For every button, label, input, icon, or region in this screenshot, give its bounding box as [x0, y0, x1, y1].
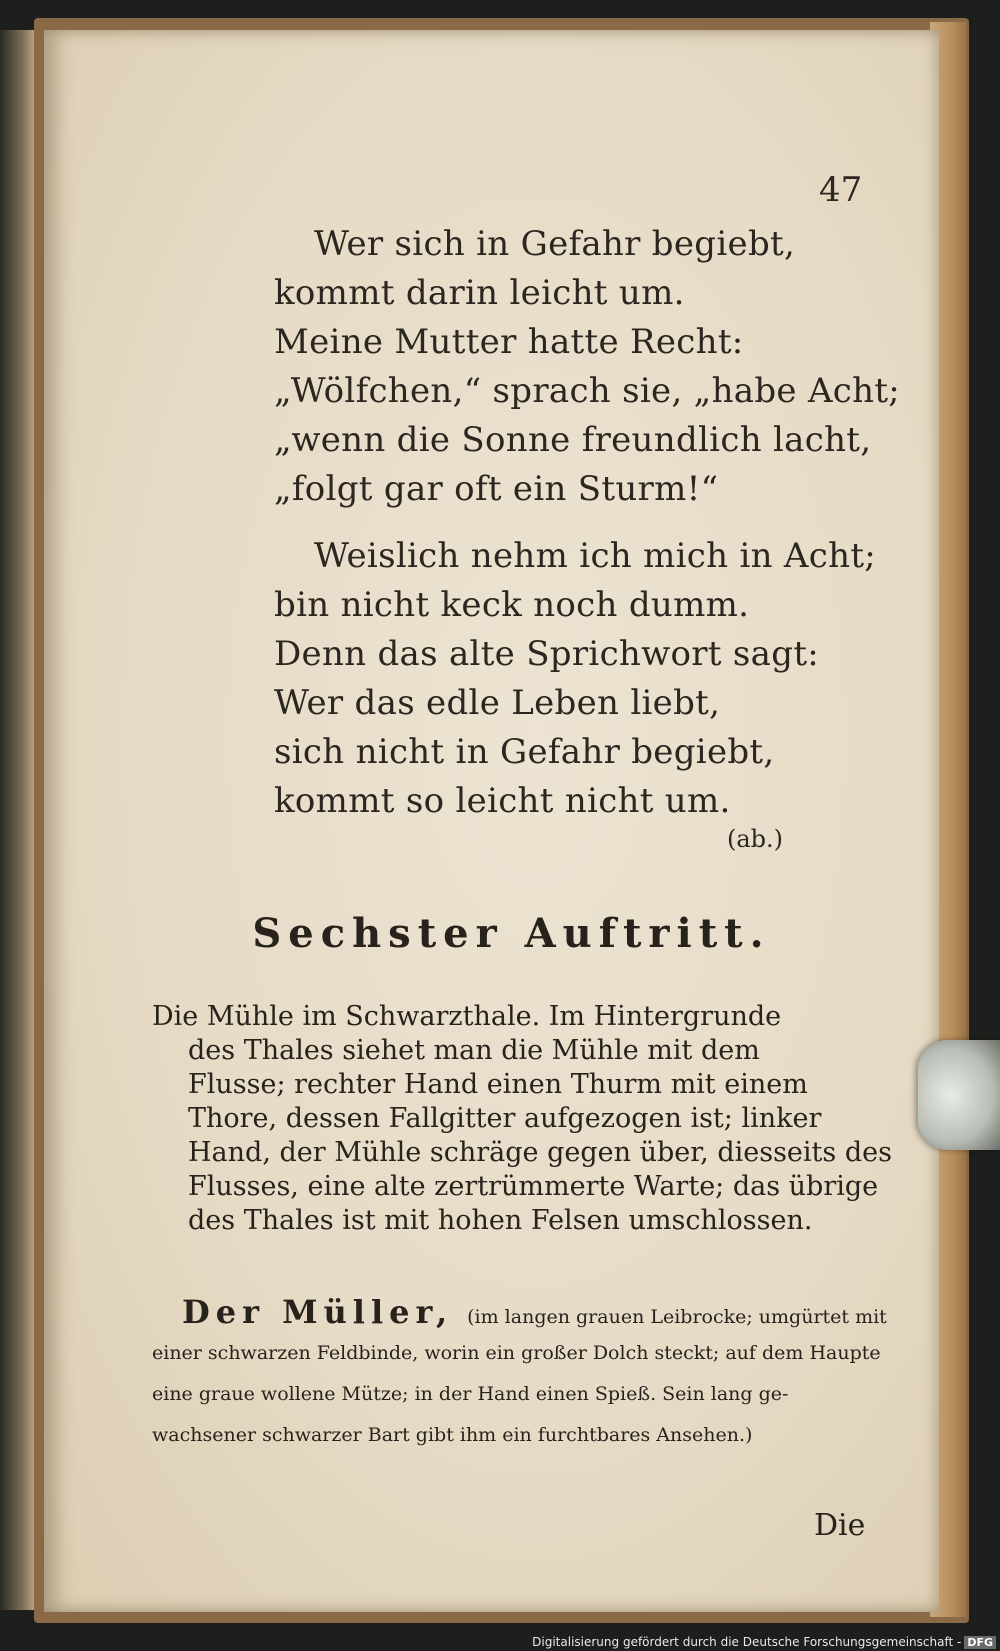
scene-heading: Sechster Auftritt. [252, 910, 771, 957]
book-page [44, 30, 939, 1612]
page-number: 47 [819, 170, 863, 210]
stage-direction-line: Thore, dessen Fallgitter aufgezogen ist; linker [188, 1103, 822, 1134]
verse-line: Weislich nehm ich mich in Acht; [314, 536, 877, 576]
stage-direction-line: Die Mühle im Schwarzthale. Im Hintergrunde [152, 1001, 782, 1032]
verse-line: Wer das edle Leben liebt, [274, 683, 721, 723]
verse-line: bin nicht keck noch dumm. [274, 585, 750, 625]
thumb-tab [918, 1040, 1000, 1150]
stage-direction [152, 1000, 892, 1238]
stage-direction-line: Flusse; rechter Hand einen Thurm mit einem [188, 1069, 808, 1100]
character-description-line: (im langen grauen Leibrocke; umgürtet mit [467, 1306, 887, 1328]
stage-direction-line: Flusses, eine alte zertrümmerte Warte; das übrige [188, 1171, 879, 1202]
verse-line: Wer sich in Gefahr begiebt, [314, 224, 796, 264]
stage-direction-line: des Thales ist mit hohen Felsen umschlossen. [188, 1205, 813, 1236]
stage-direction-line: des Thales siehet man die Mühle mit dem [188, 1035, 760, 1066]
dfg-logo: DFG [964, 1636, 996, 1649]
character-description-line: wachsener schwarzer Bart gibt ihm ein furchtbares Ansehen.) [152, 1424, 753, 1446]
verse-line: „folgt gar oft ein Sturm!“ [274, 469, 719, 509]
verse-line: „Wölfchen,“ sprach sie, „habe Acht; [274, 371, 901, 411]
character-name: Der Müller, [182, 1293, 454, 1331]
credit-text: Digitalisierung gefördert durch die Deutsche Forschungsgemeinschaft - [532, 1635, 962, 1649]
verse-line: Denn das alte Sprichwort sagt: [274, 634, 820, 674]
verse-line: sich nicht in Gefahr begiebt, [274, 732, 775, 772]
verse-line: kommt so leicht nicht um. [274, 781, 731, 821]
character-description-line: eine graue wollene Mütze; in der Hand einen Spieß. Sein lang ge- [152, 1383, 789, 1405]
digitization-credit [532, 1635, 996, 1649]
verse-line: „wenn die Sonne freundlich lacht, [274, 420, 872, 460]
catchword: Die [814, 1508, 866, 1543]
verse-block [274, 220, 901, 826]
character-description-line: einer schwarzen Feldbinde, worin ein großer Dolch steckt; auf dem Haupte [152, 1342, 881, 1364]
character-description [152, 1292, 887, 1456]
stage-direction-line: Hand, der Mühle schräge gegen über, diesseits des [188, 1137, 892, 1168]
exit-note: (ab.) [727, 825, 784, 853]
verse-line: Meine Mutter hatte Recht: [274, 322, 744, 362]
verse-line: kommt darin leicht um. [274, 273, 685, 313]
